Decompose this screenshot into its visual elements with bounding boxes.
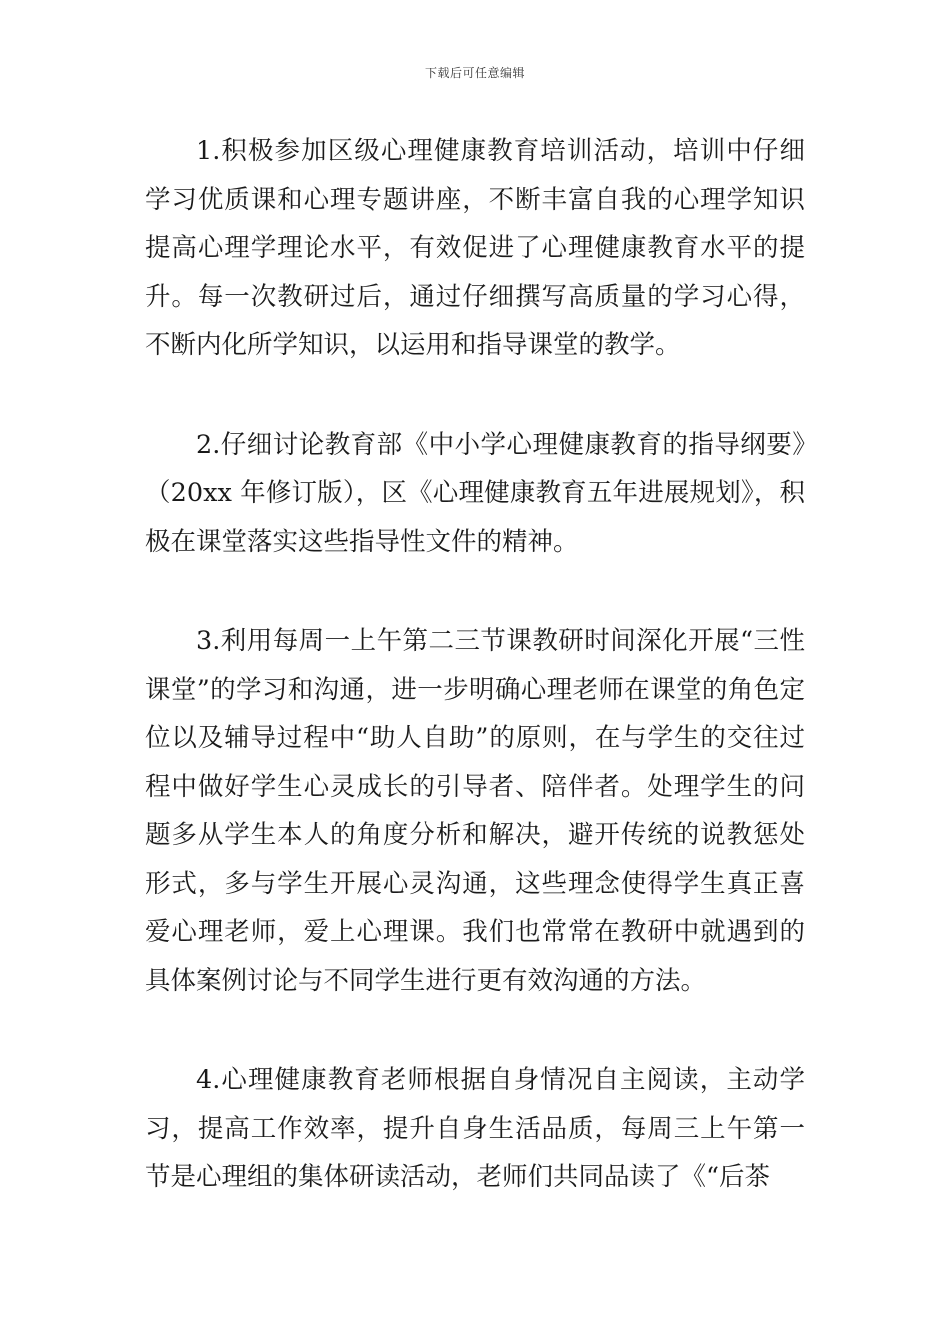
paragraph-3: 3.利用每周一上午第二三节课教研时间深化开展“三性课堂”的学习和沟通，进一步明确心理老师在课堂的角色定位以及辅导过程中“助人自助”的原则，在与学生的交往过程中做好学生心灵成长的引导者、陪伴者。处理学生的问题多从学生本人的角度分析和解决，避开传统的说教惩处形式，多与学生开展心灵沟通，这些理念使得学生真正喜爱心理老师，爱上心理课。我们也常常在教研中就遇到的具体案例讨论与不同学生进行更有效沟通的方法。 xyxy=(145,626,805,996)
paragraph-2: 2.仔细讨论教育部《中小学心理健康教育的指导纲要》（20xx 年修订版），区《心理健康教育五年进展规划》，积极在课堂落实这些指导性文件的精神。 xyxy=(145,429,805,557)
paragraph-1: 1.积极参加区级心理健康教育培训活动，培训中仔细学习优质课和心理专题讲座，不断丰富自我的心理学知识提高心理学理论水平，有效促进了心理健康教育水平的提升。每一次教研过后，通过仔细撰写高质量的学习心得，不断内化所学知识，以运用和指导课堂的教学。 xyxy=(145,136,805,360)
paragraph-4: 4.心理健康教育老师根据自身情况自主阅读，主动学习，提高工作效率，提升自身生活品质，每周三上午第一节是心理组的集体研读活动，老师们共同品读了《“后茶 xyxy=(145,1065,805,1192)
document-body xyxy=(145,127,805,1202)
page-header: 下载后可任意编辑 xyxy=(424,66,525,80)
